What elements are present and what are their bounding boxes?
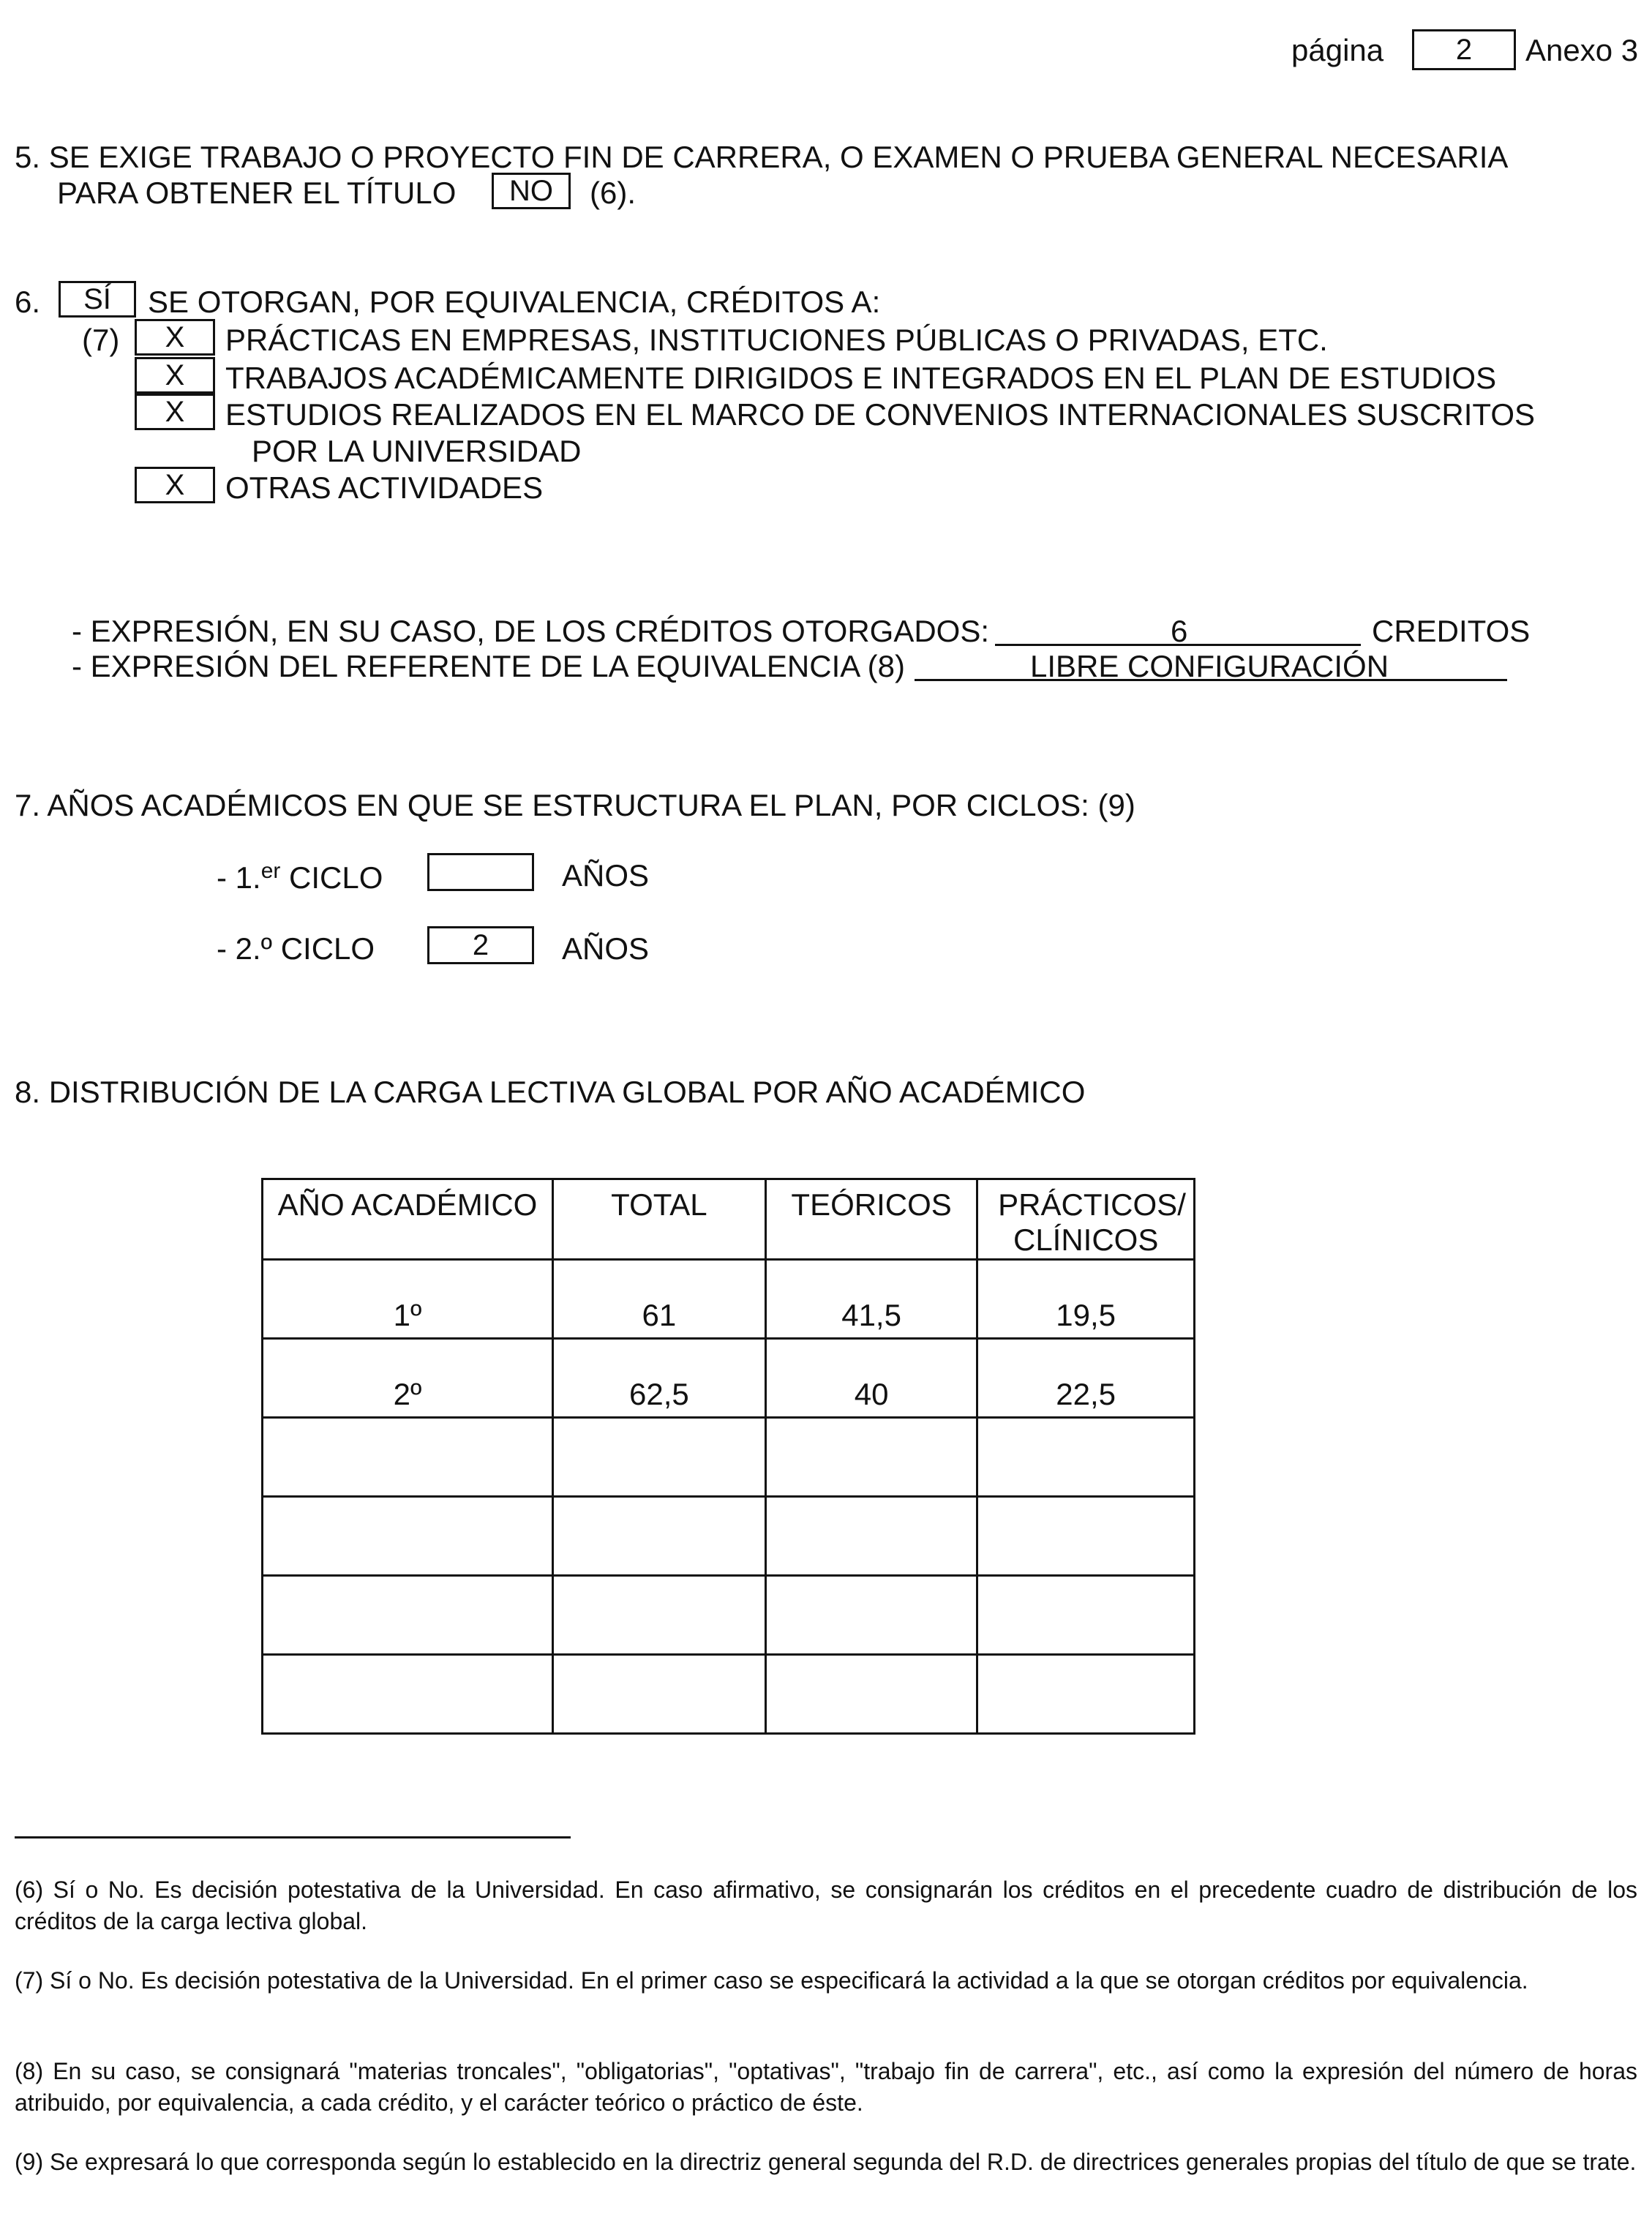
load-distribution-table	[261, 1178, 1195, 1735]
item-1-checkbox	[135, 319, 215, 356]
table-row	[263, 1654, 1195, 1733]
section-6-note: (7)	[82, 323, 120, 357]
annex-label: Anexo 3	[1525, 33, 1639, 67]
table-cell	[977, 1417, 1195, 1496]
item-1-mark: X	[165, 321, 185, 353]
table-cell	[263, 1654, 553, 1733]
table-cell: 40	[765, 1338, 977, 1417]
table-cell	[765, 1496, 977, 1575]
table-cell	[552, 1654, 765, 1733]
table-cell: 19,5	[977, 1259, 1195, 1338]
pagina-label: página	[1291, 33, 1384, 67]
table-cell	[552, 1417, 765, 1496]
cycle-1-label	[217, 860, 383, 893]
footnote-7: (7) Sí o No. Es decisión potestativa de la Universidad. En el primer caso se especificará la actividad a la que se otorgan créditos por equivalencia.	[15, 1967, 1528, 1994]
table-cell: 2º	[263, 1338, 553, 1417]
col-header-theory: TEÓRICOS	[765, 1179, 977, 1260]
cycle-1-suffix: CICLO	[280, 860, 383, 895]
footnote-8: (8) En su caso, se consignará "materias troncales", "obligatorias", "optativas", "trabajo fin de carrera", etc., así como la expresión del número de horas atribuido, por equivalencia, a cada crédito, y el carácter teórico o práctico de éste.	[15, 2058, 1637, 2117]
table-cell	[552, 1575, 765, 1654]
page-number-box	[1412, 29, 1516, 70]
titulo-answer-box	[492, 173, 571, 209]
table-row	[263, 1417, 1195, 1496]
table-row	[263, 1338, 1195, 1417]
titulo-answer: NO	[509, 175, 553, 207]
table-cell: 62,5	[552, 1338, 765, 1417]
table-row	[263, 1575, 1195, 1654]
table-cell	[765, 1417, 977, 1496]
table-cell	[765, 1654, 977, 1733]
referent-value: LIBRE CONFIGURACIÓN	[1030, 649, 1389, 683]
table-header-row	[263, 1179, 1195, 1260]
col-header-practice-text: PRÁCTICOS/ CLÍNICOS	[998, 1187, 1186, 1258]
item-3-label: ESTUDIOS REALIZADOS EN EL MARCO DE CONVENIOS INTERNACIONALES SUSCRITOS	[225, 397, 1536, 432]
item-4-label: OTRAS ACTIVIDADES	[225, 470, 544, 505]
table-cell	[765, 1575, 977, 1654]
item-2-checkbox	[135, 357, 215, 394]
section-6-heading: SE OTORGAN, POR EQUIVALENCIA, CRÉDITOS A:	[148, 285, 881, 319]
section-7-heading: 7. AÑOS ACADÉMICOS EN QUE SE ESTRUCTURA EL PLAN, POR CICLOS: (9)	[15, 788, 1135, 822]
cycle-2-label: - 2.º CICLO	[217, 931, 375, 966]
cycle-1-years-label: AÑOS	[562, 858, 650, 893]
section-6-number: 6.	[15, 285, 41, 319]
cycle-2-years-box	[427, 926, 534, 964]
footnote-separator	[15, 1836, 571, 1838]
section-8-heading: 8. DISTRIBUCIÓN DE LA CARGA LECTIVA GLOBAL POR AÑO ACADÉMICO	[15, 1075, 1086, 1109]
table-cell	[977, 1654, 1195, 1733]
page-number: 2	[1455, 34, 1473, 66]
col-header-practice	[977, 1179, 1195, 1260]
table-cell	[263, 1575, 553, 1654]
item-4-mark: X	[165, 469, 185, 501]
cycle-1-prefix: - 1.	[217, 860, 261, 895]
section-5-line1: 5. SE EXIGE TRABAJO O PROYECTO FIN DE CARRERA, O EXAMEN O PRUEBA GENERAL NECESARIA	[15, 140, 1509, 174]
table-cell: 41,5	[765, 1259, 977, 1338]
item-2-mark: X	[165, 359, 185, 391]
equivalence-answer: SÍ	[83, 283, 111, 315]
item-2-label: TRABAJOS ACADÉMICAMENTE DIRIGIDOS E INTEGRADOS EN EL PLAN DE ESTUDIOS	[225, 361, 1497, 395]
table-cell: 61	[552, 1259, 765, 1338]
equivalence-answer-box	[59, 281, 136, 318]
credits-value: 6	[1171, 614, 1188, 648]
cycle-2-years: 2	[472, 929, 489, 961]
table-row	[263, 1496, 1195, 1575]
table-cell	[263, 1496, 553, 1575]
credits-label: - EXPRESIÓN, EN SU CASO, DE LOS CRÉDITOS OTORGADOS:	[72, 614, 990, 648]
item-3-mark: X	[165, 396, 185, 428]
footnote-6: (6) Sí o No. Es decisión potestativa de la Universidad. En caso afirmativo, se consignarán los créditos en el precedente cuadro de distribución de los créditos de la carga lectiva global.	[15, 1877, 1637, 1935]
cycle-2-years-label: AÑOS	[562, 931, 650, 966]
section-5-line2: PARA OBTENER EL TÍTULO	[57, 176, 457, 210]
table-cell: 22,5	[977, 1338, 1195, 1417]
table-row	[263, 1259, 1195, 1338]
cycle-1-years-box	[427, 853, 534, 891]
table-cell	[552, 1496, 765, 1575]
credits-unit: CREDITOS	[1372, 614, 1531, 648]
item-3-checkbox	[135, 394, 215, 430]
table-cell	[263, 1417, 553, 1496]
col-header-total: TOTAL	[552, 1179, 765, 1260]
table-cell: 1º	[263, 1259, 553, 1338]
table-cell	[977, 1496, 1195, 1575]
item-3-label-cont: POR LA UNIVERSIDAD	[252, 434, 582, 468]
item-4-checkbox	[135, 467, 215, 503]
col-header-year: AÑO ACADÉMICO	[263, 1179, 553, 1260]
referent-label: - EXPRESIÓN DEL REFERENTE DE LA EQUIVALENCIA (8)	[72, 649, 905, 683]
item-1-label: PRÁCTICAS EN EMPRESAS, INSTITUCIONES PÚBLICAS O PRIVADAS, ETC.	[225, 323, 1328, 357]
cycle-1-sup: er	[260, 859, 281, 883]
section-5-note: (6).	[590, 176, 636, 210]
footnote-9: (9) Se expresará lo que corresponda según lo establecido en la directriz general segunda del R.D. de directrices generales propias del título de que se trate.	[15, 2149, 1637, 2175]
table-cell	[977, 1575, 1195, 1654]
